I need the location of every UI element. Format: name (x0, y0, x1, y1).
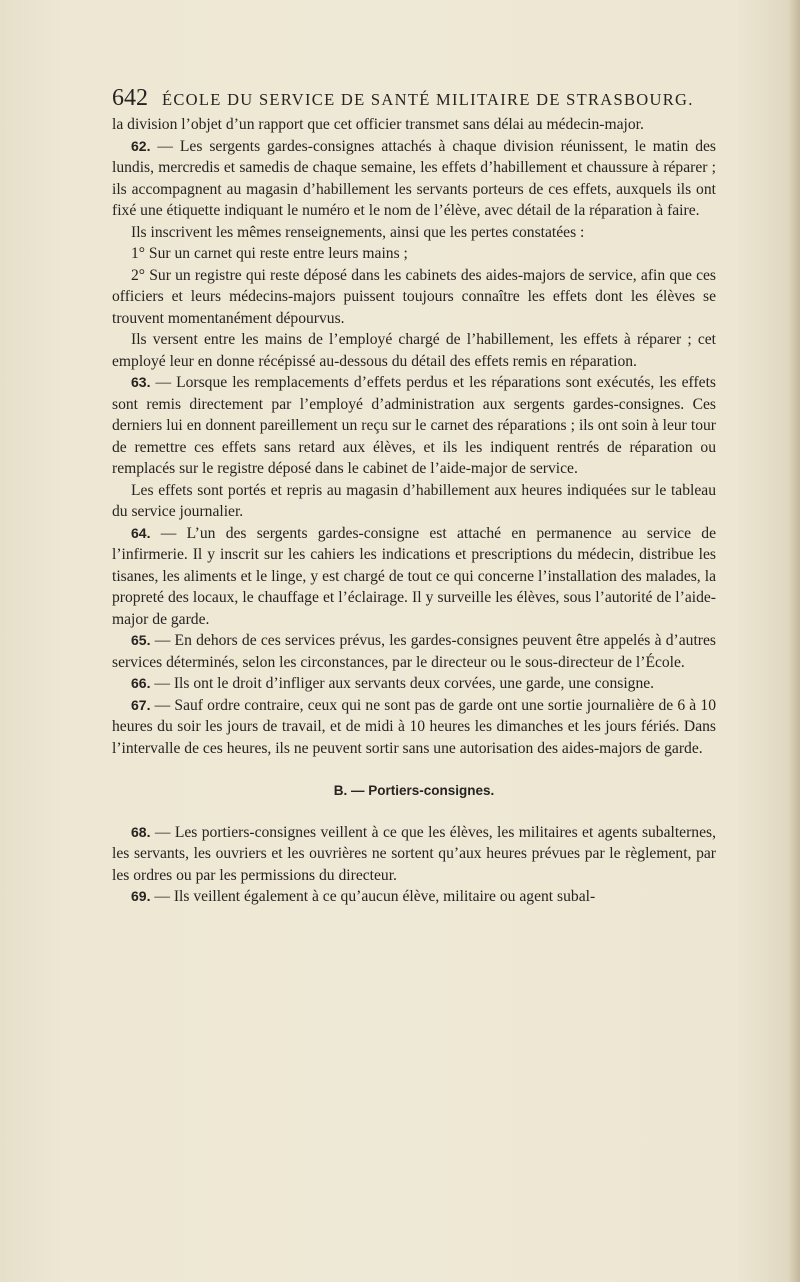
section-heading: B. — Portiers-consignes. (333, 783, 495, 798)
page-edge-shadow (788, 0, 800, 1282)
article-number: 66. (131, 675, 151, 691)
article-number: 63. (131, 374, 151, 390)
article-number: 64. (131, 524, 151, 541)
paragraph: Ils versent entre les mains de l’employé chargé de l’habillement, les effets à réparer ; cet employé leur en donne récépissé au-dessous du détail des effets remis en réparation. (112, 331, 716, 370)
article-69: 69. — Ils veillent également à ce qu’aucun élève, militaire ou agent subal- (131, 888, 596, 905)
article-number: 67. (131, 696, 151, 713)
article-number: 68. (131, 823, 151, 840)
article-68: 68. — Les portiers-consignes veillent à ce que les élèves, les militaires et agents subalternes, les servants, les ouvriers et les ouvrières ne sortent qu’aux heures prévues par le règlement, par les ordres ou par les permissions du directeur. (112, 823, 716, 884)
paragraph: Les effets sont portés et repris au magasin d’habillement aux heures indiquées sur le tableau du service journalier. (112, 481, 716, 520)
article-67: 67. — Sauf ordre contraire, ceux qui ne sont pas de garde ont une sortie journalière de 6 à 10 heures du soir les jours de travail, et de midi à 10 heures les dimanches et les jours fériés. Dans l’intervalle de ces heures, ils ne peuvent sortir sans une autorisation des aides-majors de garde. (112, 696, 716, 757)
article-62: 62. — Les sergents gardes-consignes attachés à chaque division réunissent, le matin des lundis, mercredis et samedis de chaque semaine, les effets d’habillement et chaussure à réparer ; ils accompagnent au magasin d’habillement les servants porteurs de ces effets, auxquels ils ont fixé une étiquette indiquant le numéro et le nom de l’élève, avec détail de la réparation à faire. (112, 137, 716, 219)
article-number: 69. (131, 888, 151, 904)
paragraph: Ils inscrivent les mêmes renseignements, ainsi que les pertes constatées : (131, 223, 585, 241)
article-64: 64. — L’un des sergents gardes-consigne est attaché en permanence au service de l’infirmerie. Il y inscrit sur les cahiers les indications et prescriptions du médecin, distribue les tisanes, les aliments et le linge, y est chargé de tout ce qui concerne l’installation des malades, la propreté des locaux, le chauffage et l’éclairage. Il y surveille les élèves, sous l’autorité de l’aide-major de garde. (112, 524, 716, 628)
running-header (112, 85, 712, 112)
paragraph: la division l’objet d’un rapport que cet officier transmet sans délai au médecin-major. (112, 116, 644, 133)
article-number: 62. (131, 137, 151, 154)
article-65: 65. — En dehors de ces services prévus, les gardes-consignes peuvent être appelés à d’autres services déterminés, selon les circonstances, par le directeur ou le sous-directeur de l’École. (112, 632, 716, 671)
body-text (112, 114, 716, 908)
list-item: 1° Sur un carnet qui reste entre leurs mains ; (131, 245, 408, 262)
article-63: 63. — Lorsque les remplacements d’effets perdus et les réparations sont exécutés, les effets sont remis directement par l’employé d’administration aux sergents gardes-consignes. Ces derniers lui en donnent pareillement un reçu sur le carnet des réparations ; ils ont soin à leur tour de remettre ces effets sans retard aux élèves, et ils les indiquent rentrés de réparation ou remplacés sur le registre déposé dans le cabinet de l’aide-major de service. (112, 374, 716, 477)
list-item: 2° Sur un registre qui reste déposé dans les cabinets des aides-majors de service, afin que ces officiers et leurs médecins-majors puissent toujours connaître les effets dont les élèves se trouvent momentanément dépourvus. (112, 266, 716, 327)
article-number: 65. (131, 632, 151, 648)
article-66: 66. — Ils ont le droit d’infliger aux servants deux corvées, une garde, une consigne. (131, 675, 655, 692)
running-title: ÉCOLE DU SERVICE DE SANTÉ MILITAIRE DE STRASBOURG. (162, 90, 694, 109)
page-number: 642 (112, 85, 148, 111)
